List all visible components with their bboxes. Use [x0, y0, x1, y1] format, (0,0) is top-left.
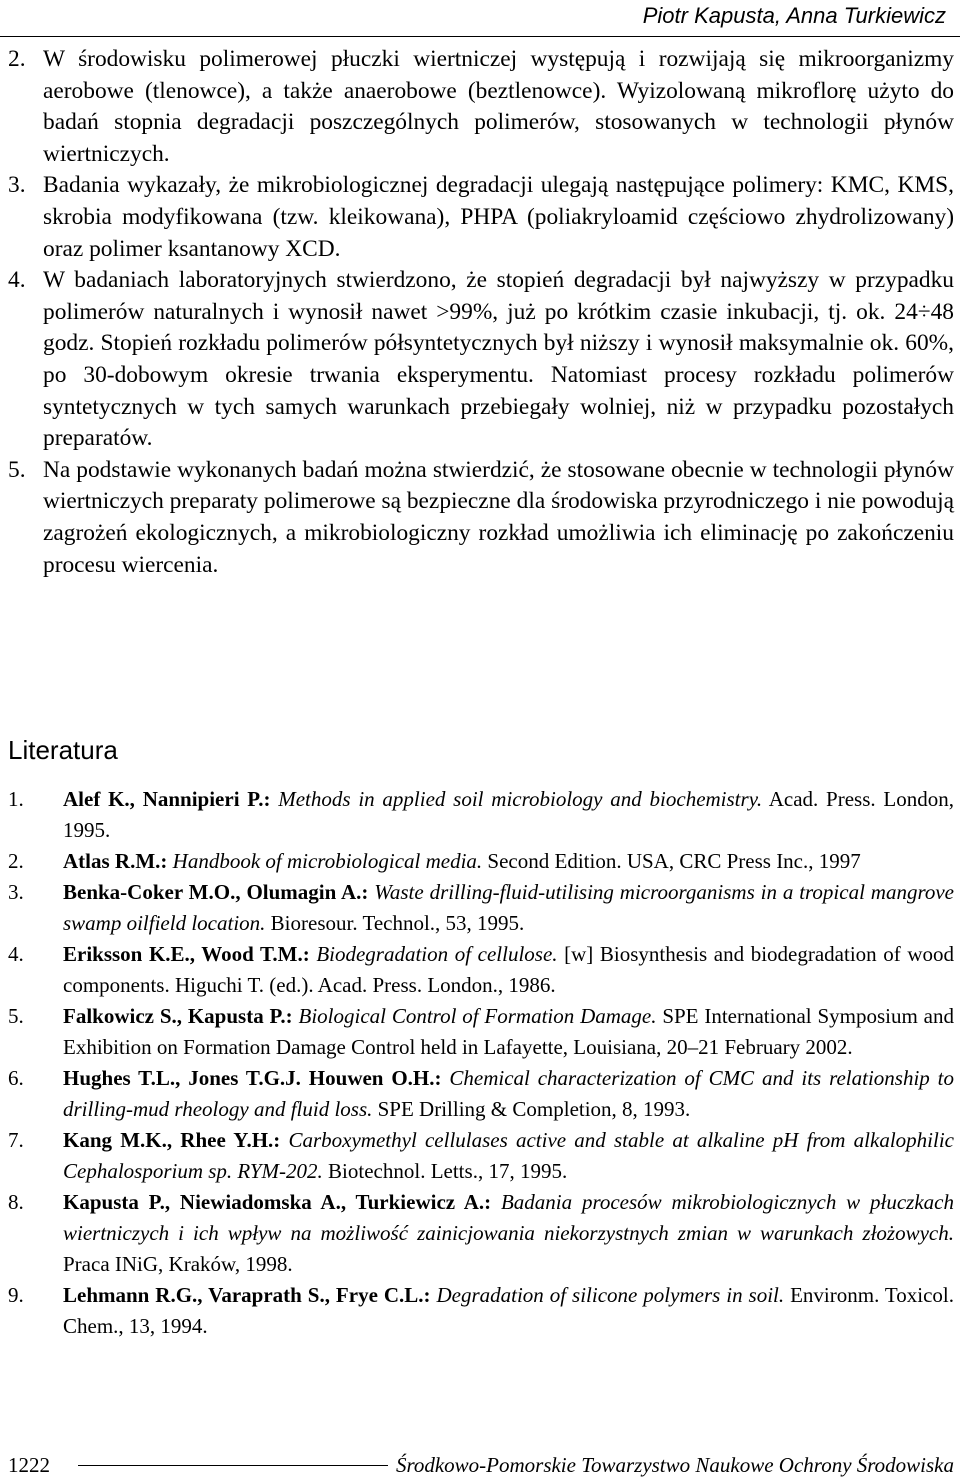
reference-authors: Eriksson K.E., Wood T.M.: [63, 942, 310, 966]
reference-details: Biotechnol. Letts., 17, 1995. [322, 1159, 568, 1183]
reference-authors: Hughes T.L., Jones T.G.J. Houwen O.H.: [63, 1066, 442, 1090]
reference-title: Waste drilling-fluid-utilising microorganisms in a tropical mangrove swamp oilfield location. [63, 880, 954, 935]
footer-rule [78, 1465, 388, 1466]
reference-authors: Lehmann R.G., Varaprath S., Frye C.L.: [63, 1283, 431, 1307]
conclusion-text: Badania wykazały, że mikrobiologicznej degradacji ulegają następujące polimery: KMC, KMS, skrobia modyfikowana (tzw. kleikowana), PHPA (poliakryloamid częściowo zhydrolizowany) oraz polimer ksantanowy XCD. [43, 172, 954, 262]
conclusion-item [8, 44, 954, 170]
reference-number: 3. [8, 880, 24, 904]
reference-title: Chemical characterization of CMC and its relationship to drilling-mud rheology and fluid loss. [63, 1066, 954, 1121]
reference-number: 9. [8, 1283, 24, 1307]
reference-details: Praca INiG, Kraków, 1998. [63, 1252, 293, 1276]
reference-title: Carboxymethyl cellulases active and stable at alkaline pH from alkalophilic Cephalosporium sp. RYM-202. [63, 1128, 954, 1183]
conclusion-number: 5. [8, 456, 26, 483]
reference-title: Biodegradation of cellulose. [309, 942, 558, 966]
conclusion-item [8, 170, 954, 265]
conclusion-item [8, 455, 954, 581]
reference-details: Second Edition. USA, CRC Press Inc., 1997 [482, 849, 861, 873]
reference-number: 2. [8, 849, 24, 873]
conclusion-number: 2. [8, 46, 26, 72]
reference-item [8, 1280, 954, 1342]
literature-heading: Literatura [8, 735, 118, 765]
reference-number: 5. [8, 1004, 24, 1028]
reference-authors: Atlas R.M.: [63, 849, 168, 873]
reference-title: Degradation of silicone polymers in soil. [430, 1283, 785, 1307]
conclusion-text: W środowisku polimerowej płuczki wiertniczej występują i rozwijają się mikroorganizmy aerobowe (tlenowce), a także anaerobowe (beztlenowce). Wyizolowaną mikroflorę użyto do badań stopnia degradacji poszczególnych polimerów, stosowanych w technologii płynów wiertniczych. [43, 46, 954, 167]
reference-number: 1. [8, 787, 24, 811]
reference-details: [w] Biosynthesis and biodegradation of wood components. Higuchi T. (ed.). Acad. Press. London., 1986. [63, 942, 954, 997]
conclusion-item [8, 265, 954, 455]
conclusion-text: W badaniach laboratoryjnych stwierdzono, że stopień degradacji był najwyższy w przypadku polimerów naturalnych i wynosił nawet >99%, już po krótkim czasie inkubacji, tj. ok. 24÷48 godz. Stopień rozkładu polimerów półsyntetycznych był niższy i wynosił maksymalnie ok. 60%, po 30-dobowym okresie trwania eksperymentu. Natomiast procesy rozkładu polimerów syntetycznych w tych samych warunkach przebiegały wolniej, niż w przypadku pozostałych preparatów. [43, 267, 954, 452]
running-header: Piotr Kapusta, Anna Turkiewicz [642, 3, 946, 28]
reference-number: 8. [8, 1190, 24, 1214]
reference-item [8, 1001, 954, 1063]
conclusion-number: 4. [8, 267, 26, 294]
reference-title: Methods in applied soil microbiology and biochemistry. [270, 787, 763, 811]
reference-authors: Falkowicz S., Kapusta P.: [63, 1004, 293, 1028]
header-rule [0, 36, 960, 37]
reference-details: SPE Drilling & Completion, 8, 1993. [372, 1097, 691, 1121]
page-footer [8, 1450, 954, 1480]
reference-item [8, 846, 954, 877]
conclusion-number: 3. [8, 172, 26, 199]
reference-title: Biological Control of Formation Damage. [292, 1004, 657, 1028]
reference-details: SPE International Symposium and Exhibition on Formation Damage Control held in Lafayette, Louisiana, 20–21 February 2002. [63, 1004, 954, 1059]
reference-details: Bioresour. Technol., 53, 1995. [265, 911, 525, 935]
reference-title: Handbook of microbiological media. [167, 849, 483, 873]
reference-title: Badania procesów mikrobiologicznych w płuczkach wiertniczych i ich wpływ na możliwość zainicjowania niekorzystnych zmian w warunkach złożowych. [63, 1190, 954, 1245]
reference-details: Environm. Toxicol. Chem., 13, 1994. [63, 1283, 954, 1338]
reference-item [8, 877, 954, 939]
reference-authors: Benka-Coker M.O., Olumagin A.: [63, 880, 369, 904]
reference-authors: Kang M.K., Rhee Y.H.: [63, 1128, 281, 1152]
reference-authors: Kapusta P., Niewiadomska A., Turkiewicz A.: [63, 1190, 492, 1214]
reference-item [8, 1125, 954, 1187]
reference-item [8, 1063, 954, 1125]
reference-number: 7. [8, 1128, 24, 1152]
journal-name: Środkowo-Pomorskie Towarzystwo Naukowe Ochrony Środowiska [395, 1452, 954, 1477]
reference-number: 4. [8, 942, 24, 966]
reference-item [8, 1187, 954, 1280]
reference-item [8, 939, 954, 1001]
page-number: 1222 [8, 1452, 50, 1477]
reference-item [8, 784, 954, 846]
reference-number: 6. [8, 1066, 24, 1090]
reference-details: Acad. Press. London, 1995. [63, 787, 954, 842]
conclusion-text: Na podstawie wykonanych badań można stwierdzić, że stosowane obecnie w technologii płynów wiertniczych preparaty polimerowe są bezpieczne dla środowiska przyrodniczego i nie powodują zagrożeń ekologicznych, a mikrobiologiczny rozkład umożliwia ich eliminację po zakończeniu procesu wiercenia. [43, 456, 954, 578]
conclusions-list [8, 44, 954, 581]
reference-list [8, 784, 954, 1342]
reference-authors: Alef K., Nannipieri P.: [63, 787, 271, 811]
